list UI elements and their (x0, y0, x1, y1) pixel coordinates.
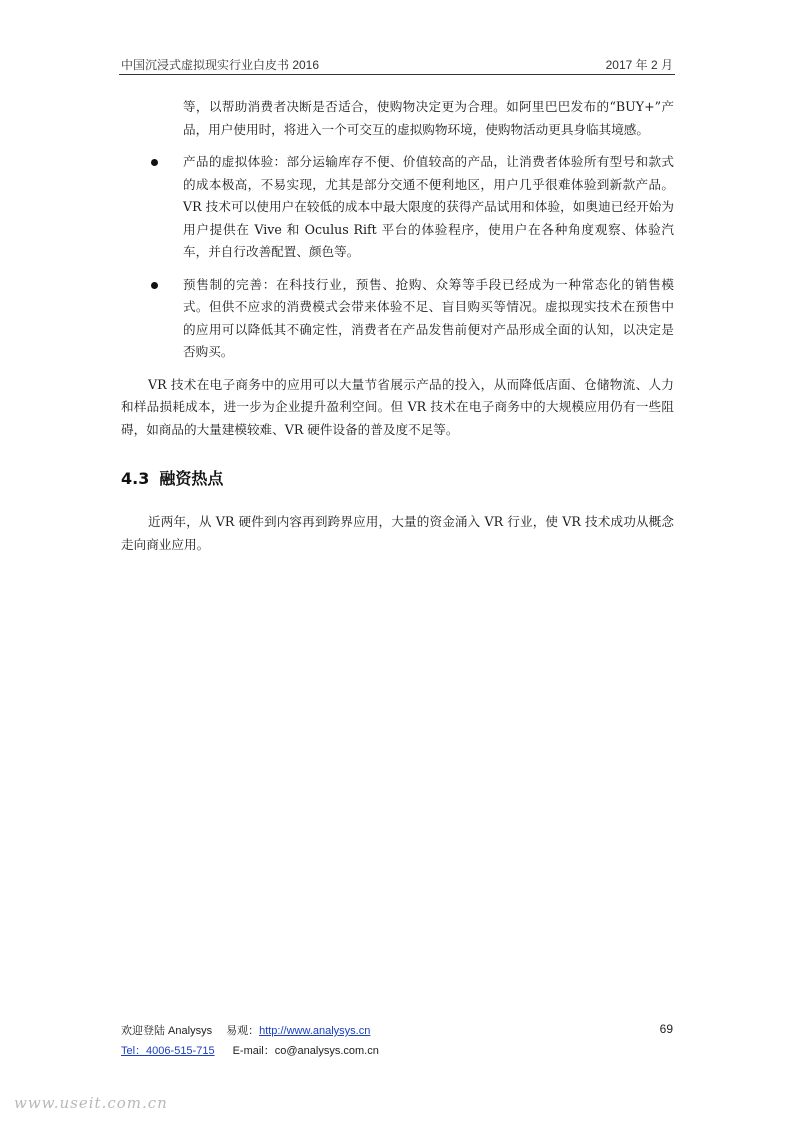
bullet-dot-icon (151, 282, 158, 289)
footer-site-label: 易观： (226, 1025, 260, 1037)
bullet-text: 产品的虚拟体验：部分运输库存不便、价值较高的产品，让消费者体验所有型号和款式的成本极高，不易实现，尤其是部分交通不便利地区，用户几乎很难体验到新款产品。VR 技术可以使用户在较低的成本中最大限度的获得产品试用和体验，如奥迪已经开始为用户提供在 Vive 和 Oculus Rift 平台的体验程序，使用户在各种角度观察、体验汽车，并自行改善配置、颜色等。 (183, 154, 674, 259)
body-paragraph: VR 技术在电子商务中的应用可以大量节省展示产品的投入，从而降低店面、仓储物流、人力和样品损耗成本，进一步为企业提升盈利空间。但 VR 技术在电子商务中的大规模应用仍有一些阻碍，如商品的大量建模较难、VR 硬件设备的普及度不足等。 (121, 376, 674, 437)
bullet-item (121, 274, 674, 364)
bullet-item (121, 151, 674, 264)
document-header-title: 中国沉浸式虚拟现实行业白皮书 2016 (121, 58, 320, 72)
header-divider (119, 74, 675, 75)
section-heading (121, 467, 674, 491)
email-address: co@analysys.com.cn (274, 1045, 379, 1057)
document-header-date: 2017 年 2 月 (605, 58, 673, 72)
bullet-dot-icon (151, 159, 158, 166)
bullet-text: 预售制的完善：在科技行业，预售、抢购、众筹等手段已经成为一种常态化的销售模式。但供不应求的消费模式会带来体验不足、盲目购买等情况。虚拟现实技术在预售中的应用可以降低其不确定性，消费者在产品发售前便对产品形成全面的认知，以决定是否购买。 (183, 276, 674, 359)
footer-welcome: 欢迎登陆 Analysys (121, 1025, 213, 1037)
footer-website-line (121, 1022, 673, 1038)
email-label: E-mail： (232, 1045, 275, 1057)
body-paragraph: 近两年，从 VR 硬件到内容再到跨界应用，大量的资金涌入 VR 行业，使 VR 技术成功从概念走向商业应用。 (121, 514, 674, 552)
page-number: 69 (659, 1022, 673, 1036)
footer-contact-line (121, 1042, 673, 1058)
website-link[interactable]: http://www.analysys.cn (259, 1025, 371, 1037)
phone-link[interactable]: Tel：4006-515-715 (121, 1045, 215, 1057)
watermark: www.useit.com.cn (14, 1094, 168, 1112)
continuation-paragraph: 等，以帮助消费者决断是否适合，使购物决定更为合理。如阿里巴巴发布的“BUY+”产品，用户使用时，将进入一个可交互的虚拟购物环境，使购物活动更具身临其境感。 (183, 99, 674, 137)
page-content (121, 96, 674, 556)
section-title: 融资热点 (159, 469, 224, 488)
section-number: 4.3 (121, 469, 150, 488)
